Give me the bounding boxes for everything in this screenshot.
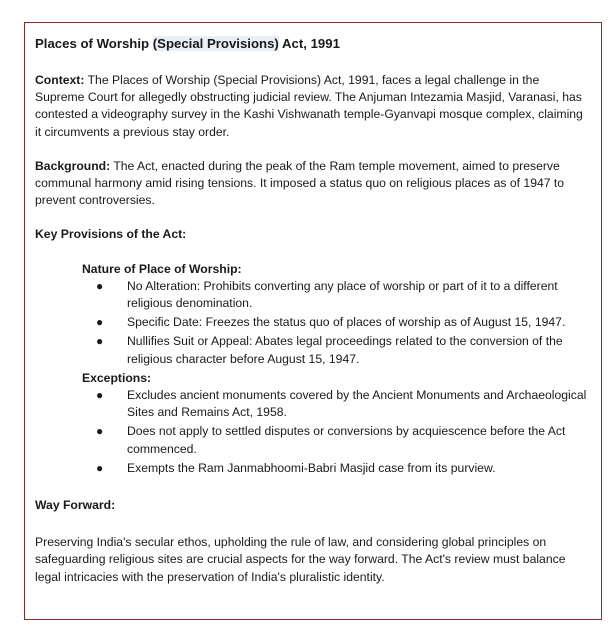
bullet-icon: ● [96,278,104,293]
title-suffix: Act, 1991 [278,36,340,51]
bullet-icon: ● [96,424,104,439]
context-label: Context: [35,73,85,87]
bullet-icon: ● [96,315,104,330]
bullet-icon: ● [96,334,104,349]
bullet-icon: ● [96,388,104,403]
list-item [82,278,591,312]
key-provisions-section [82,261,591,477]
list-item-text: Excludes ancient monuments covered by the Ancient Monuments and Archaeological Sites and Remains Act, 1958. [127,388,587,420]
background-paragraph [35,158,591,210]
bullet-icon: ● [96,460,104,475]
list-item [82,460,591,477]
list-item-text: Does not apply to settled disputes or conversions by acquiescence before the Act commenced. [127,424,566,456]
context-text: The Places of Worship (Special Provisions) Act, 1991, faces a legal challenge in the Supreme Court for allegedly obstructing judicial review. The Anjuman Intezamia Masjid, Varanasi, has contested a videography survey in the Kashi Vishwanath temple-Gyanvapi mosque complex, claiming it circumvents a previous stay order. [35,73,583,139]
list-item [82,333,591,367]
nature-list [82,278,591,368]
document-frame [24,22,602,620]
title-highlight: (Special Provisions) [152,36,279,51]
list-item [82,314,591,331]
way-forward-paragraph: Preserving India's secular ethos, upholding the rule of law, and considering global principles on safeguarding religious sites are crucial aspects for the way forward. The Act's review must balance legal intricacies with the preservation of India's pluralistic identity. [35,535,566,584]
list-item-text: Nullifies Suit or Appeal: Abates legal proceedings related to the conversion of the religious character before August 15, 1947. [127,334,563,366]
list-item [82,387,591,421]
list-item-text: No Alteration: Prohibits converting any place of worship or part of it to a different religious denomination. [127,278,558,311]
exceptions-list [82,387,591,477]
list-item-text: Exempts the Ram Janmabhoomi-Babri Masjid case from its purview. [127,460,496,475]
list-item [82,423,591,457]
nature-heading: Nature of Place of Worship: [82,261,242,276]
context-paragraph [35,72,591,141]
exceptions-heading: Exceptions: [82,370,152,385]
key-provisions-heading: Key Provisions of the Act: [35,227,187,242]
background-text: The Act, enacted during the peak of the Ram temple movement, aimed to preserve communal harmony amid rising tensions. It imposed a status quo on religious places as of 1947 to prevent controversies. [35,158,565,208]
way-forward-heading: Way Forward: [35,498,116,513]
background-label: Background: [35,158,111,173]
list-item-text: Specific Date: Freezes the status quo of places of worship as of August 15, 1947. [127,315,566,330]
title-prefix: Places of Worship [35,36,153,51]
document-title [35,36,591,52]
